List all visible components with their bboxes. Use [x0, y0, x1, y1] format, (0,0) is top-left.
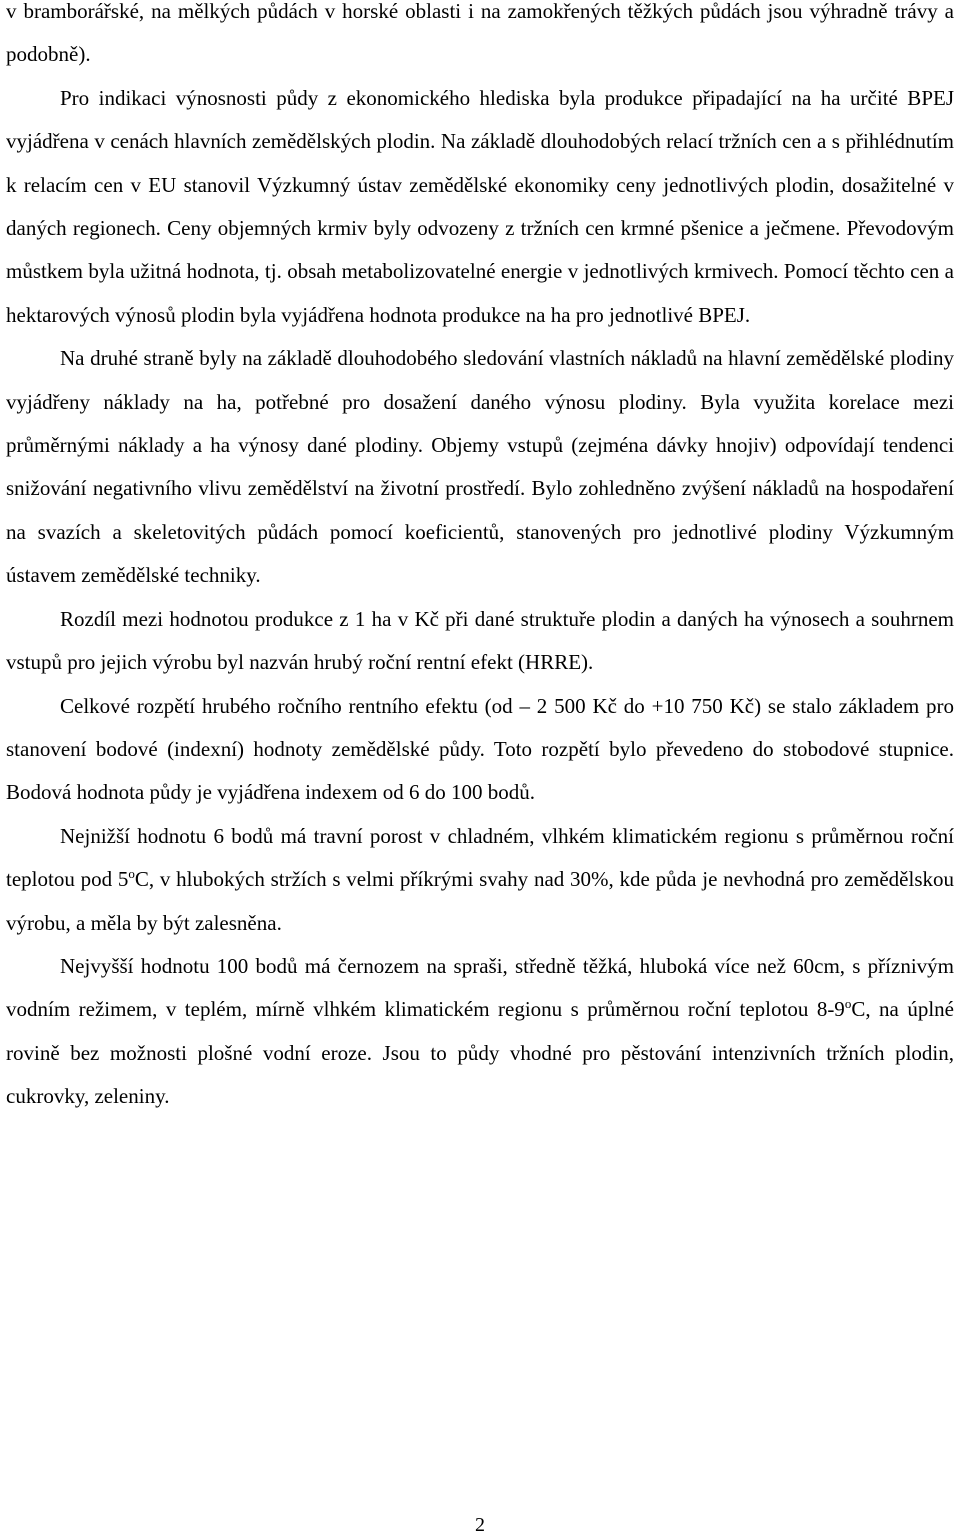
paragraph-point-scale: Celkové rozpětí hrubého ročního rentního efektu (od – 2 500 Kč do +10 750 Kč) se stalo základem pro stanovení bodové (indexní) hodnoty zemědělské půdy. Toto rozpětí bylo převedeno do stobodové stupnice. Bodová hodnota půdy je vyjádřena indexem od 6 do 100 bodů. — [6, 693, 954, 805]
paragraph-costs: Na druhé straně byly na základě dlouhodobého sledování vlastních nákladů na hlavní zemědělské plodiny vyjádřeny náklady na ha, potřebné pro dosažení daného výnosu plodiny. Byla využita korelace mezi průměrnými náklady a ha výnosy dané plodiny. Objemy vstupů (zejména dávky hnojiv) odpovídají tendenci snižování negativního vlivu zemědělství na životní prostředí. Bylo zohledněno zvýšení nákladů na hospodaření na svazích a skeletovitých půdách pomocí koeficientů, stanovených pro jednotlivé plodiny Výzkumným ústavem zemědělské techniky. — [6, 346, 954, 588]
paragraph-highest-text-start: Nejvyšší hodnotu 100 bodů má černozem na spraši, středně těžká, hluboká více než 60cm, s příznivým vodním režimem, v teplém, mírně vlhkém klimatickém regionu s průměrnou roční teplotou 8-9 — [6, 953, 954, 1022]
page-number: 2 — [475, 1514, 485, 1536]
degree-superscript: o — [844, 996, 852, 1012]
paragraph-highest-text-end: C, na úplné rovině bez možnosti plošné vodní eroze. Jsou to půdy vhodné pro pěstování intenzivních tržních plodin, cukrovky, zeleniny. — [6, 997, 954, 1109]
paragraph-lowest-text-start: Nejnižší hodnotu 6 bodů má travní porost v chladném, vlhkém klimatickém regionu s průměrnou roční teplotou pod 5 — [6, 823, 954, 892]
paragraph-lowest-value — [6, 815, 954, 945]
paragraph-continuation: v bramborářské, na mělkých půdách v horské oblasti i na zamokřených těžkých půdách jsou výhradně trávy a podobně). — [6, 0, 954, 67]
paragraph-hrre-definition: Rozdíl mezi hodnotou produkce z 1 ha v Kč při dané struktuře plodin a daných ha výnosech a souhrnem vstupů pro jejich výrobu byl nazván hrubý roční rentní efekt (HRRE). — [6, 606, 954, 675]
paragraph-yield-indication: Pro indikaci výnosnosti půdy z ekonomického hlediska byla produkce připadající na ha určité BPEJ vyjádřena v cenách hlavních zemědělských plodin. Na základě dlouhodobých relací tržních cen a s přihlédnutím k relacím cen v EU stanovil Výzkumný ústav zemědělské ekonomiky ceny jednotlivých plodin, dosažitelné v daných regionech. Ceny objemných krmiv byly odvozeny z tržních cen krmné pšenice a ječmene. Převodovým můstkem byla užitná hodnota, tj. obsah metabolizovatelné energie v jednotlivých krmivech. Pomocí těchto cen a hektarových výnosů plodin byla vyjádřena hodnota produkce na ha pro jednotlivé BPEJ. — [6, 85, 954, 327]
paragraph-highest-value — [6, 945, 954, 1119]
paragraph-lowest-text-end: C, v hlubokých stržích s velmi příkrými svahy nad 30%, kde půda je nevhodná pro zemědělskou výrobu, a měla by být zalesněna. — [6, 867, 954, 935]
body-text — [6, 0, 954, 1119]
degree-superscript: o — [128, 866, 135, 882]
